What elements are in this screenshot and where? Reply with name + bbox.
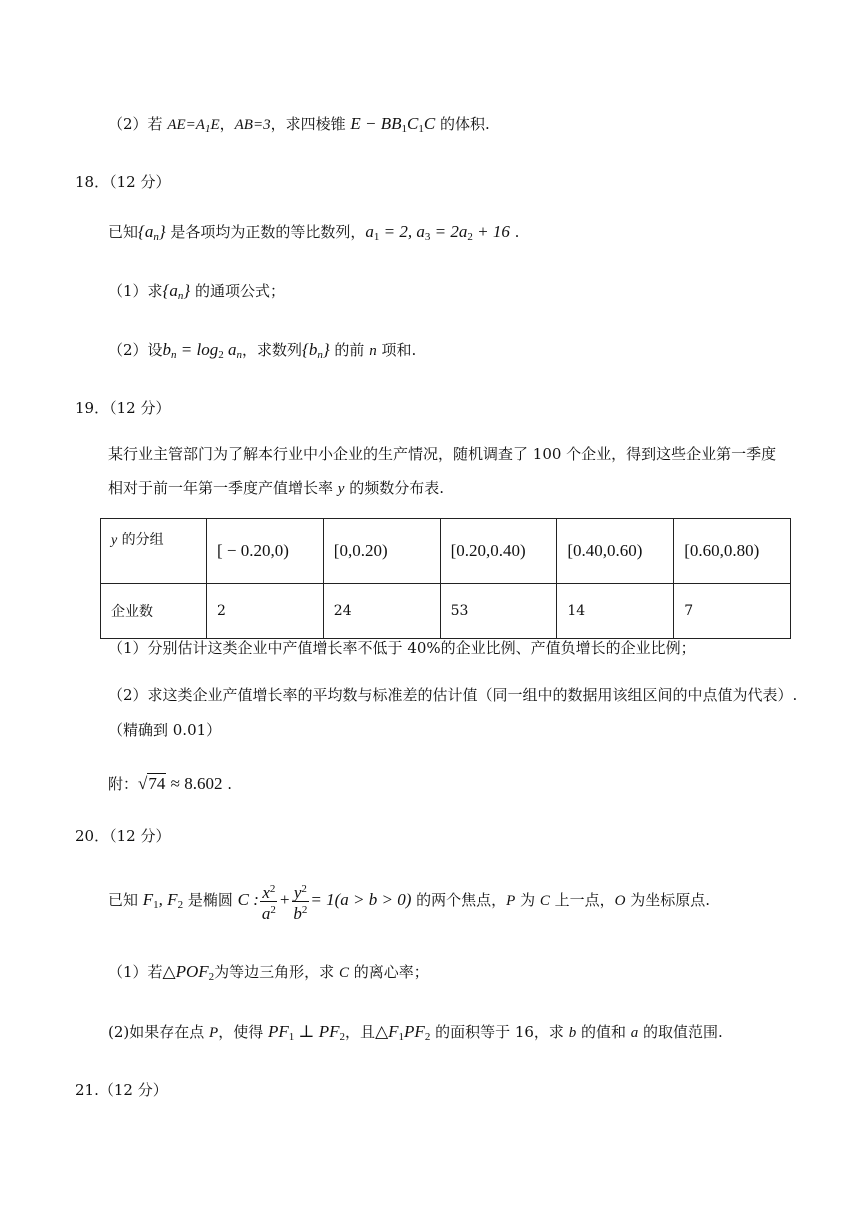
table-header-row	[101, 519, 791, 584]
q18-part1: （1）求$\{a_n\}$ 的通项公式；	[108, 281, 285, 302]
q20-part2: (2)如果存在点 P，使得 $PF_1$ ⊥ $PF_2$，且$\triangle F_1PF_2$ 的面积等于 16，求 b 的值和 a 的取值范围.	[108, 1022, 723, 1043]
q19-part1: （1）分别估计这类企业中产值增长率不低于 40%的企业比例、产值负增长的企业比例；	[108, 639, 696, 657]
frequency-table	[100, 518, 791, 639]
bn-definition: $b_n = \log_2 a_n$	[162, 340, 242, 361]
table-cell-count: 2	[207, 584, 324, 639]
seq-a-n: $\{a_n\}$	[138, 222, 166, 243]
foci-F1-F2: $F_1$, $F_2$	[142, 890, 184, 911]
q19-part2: （2）求这类企业产值增长率的平均数与标准差的估计值（同一组中的数据用该组区间的中点值为代表）.	[108, 686, 798, 704]
q20-stem: 已知 $F_1$, $F_2$ 是椭圆 C : $\frac{x^2}{a^2}$ + $\frac{y^2}{b^2}$ = 1(a > b > 0) 的两个焦点，P 为 C 上一点，O 为坐标原点.	[108, 882, 711, 923]
triangle-POF2: $\triangle POF_2$	[162, 962, 215, 983]
q20-part1: （1）若$\triangle POF_2$为等边三角形，求 C 的离心率；	[108, 962, 429, 983]
perpendicular-condition: $PF_1$ ⊥ $PF_2$	[267, 1022, 346, 1043]
table-count-row	[101, 584, 791, 639]
table-cell-count: 7	[674, 584, 791, 639]
q20-header: 20．（12 分）	[75, 827, 171, 845]
q17-part2: （2）若 $AE=A_1E$，AB=3，求四棱锥 $E - BB_1C_1C$ 的体积.	[108, 114, 490, 135]
q18-header: 18．（12 分）	[75, 173, 171, 191]
q18-part2: （2）设$b_n = \log_2 a_n$，求数列$\{b_n\}$ 的前 n 项和.	[108, 340, 417, 361]
table-header-label: y 的分组	[101, 519, 207, 584]
sqrt-74: √74 ≈ 8.602	[138, 774, 223, 793]
table-cell-count: 24	[323, 584, 440, 639]
table-cell-group: [0.60,0.80)	[674, 519, 791, 584]
table-row-label: 企业数	[101, 584, 207, 639]
q18-stem: 已知$\{a_n\}$ 是各项均为正数的等比数列，$a_1 = 2$, $a_3 = 2a_2 + 16$ .	[108, 222, 520, 243]
q17-solid-expression: $E - BB_1C_1C$	[350, 114, 436, 135]
table-cell-count: 14	[557, 584, 674, 639]
table-cell-count: 53	[440, 584, 557, 639]
q19-header: 19．（12 分）	[75, 399, 171, 417]
table-cell-group: [0,0.20)	[323, 519, 440, 584]
ellipse-equation: C : $\frac{x^2}{a^2}$ + $\frac{y^2}{b^2}$ = 1(a > b > 0)	[237, 882, 412, 923]
q19-stem-line2: 相对于前一年第一季度产值增长率 y 的频数分布表.	[108, 479, 444, 497]
q19-appendix: 附：√74 ≈ 8.602 .	[108, 774, 232, 793]
table-cell-group: [0.20,0.40)	[440, 519, 557, 584]
q19-part2-precision: （精确到 0.01）	[108, 721, 222, 739]
table-cell-group: [ − 0.20,0)	[207, 519, 324, 584]
q19-stem-line1: 某行业主管部门为了解本行业中小企业的生产情况，随机调查了 100 个企业，得到这些企业第一季度	[108, 445, 777, 463]
table-cell-group: [0.40,0.60)	[557, 519, 674, 584]
triangle-F1PF2: $\triangle F_1PF_2$	[375, 1022, 431, 1043]
q18-condition: $a_1 = 2$, $a_3 = 2a_2 + 16$	[365, 222, 510, 243]
q21-header: 21.（12 分）	[75, 1081, 168, 1099]
